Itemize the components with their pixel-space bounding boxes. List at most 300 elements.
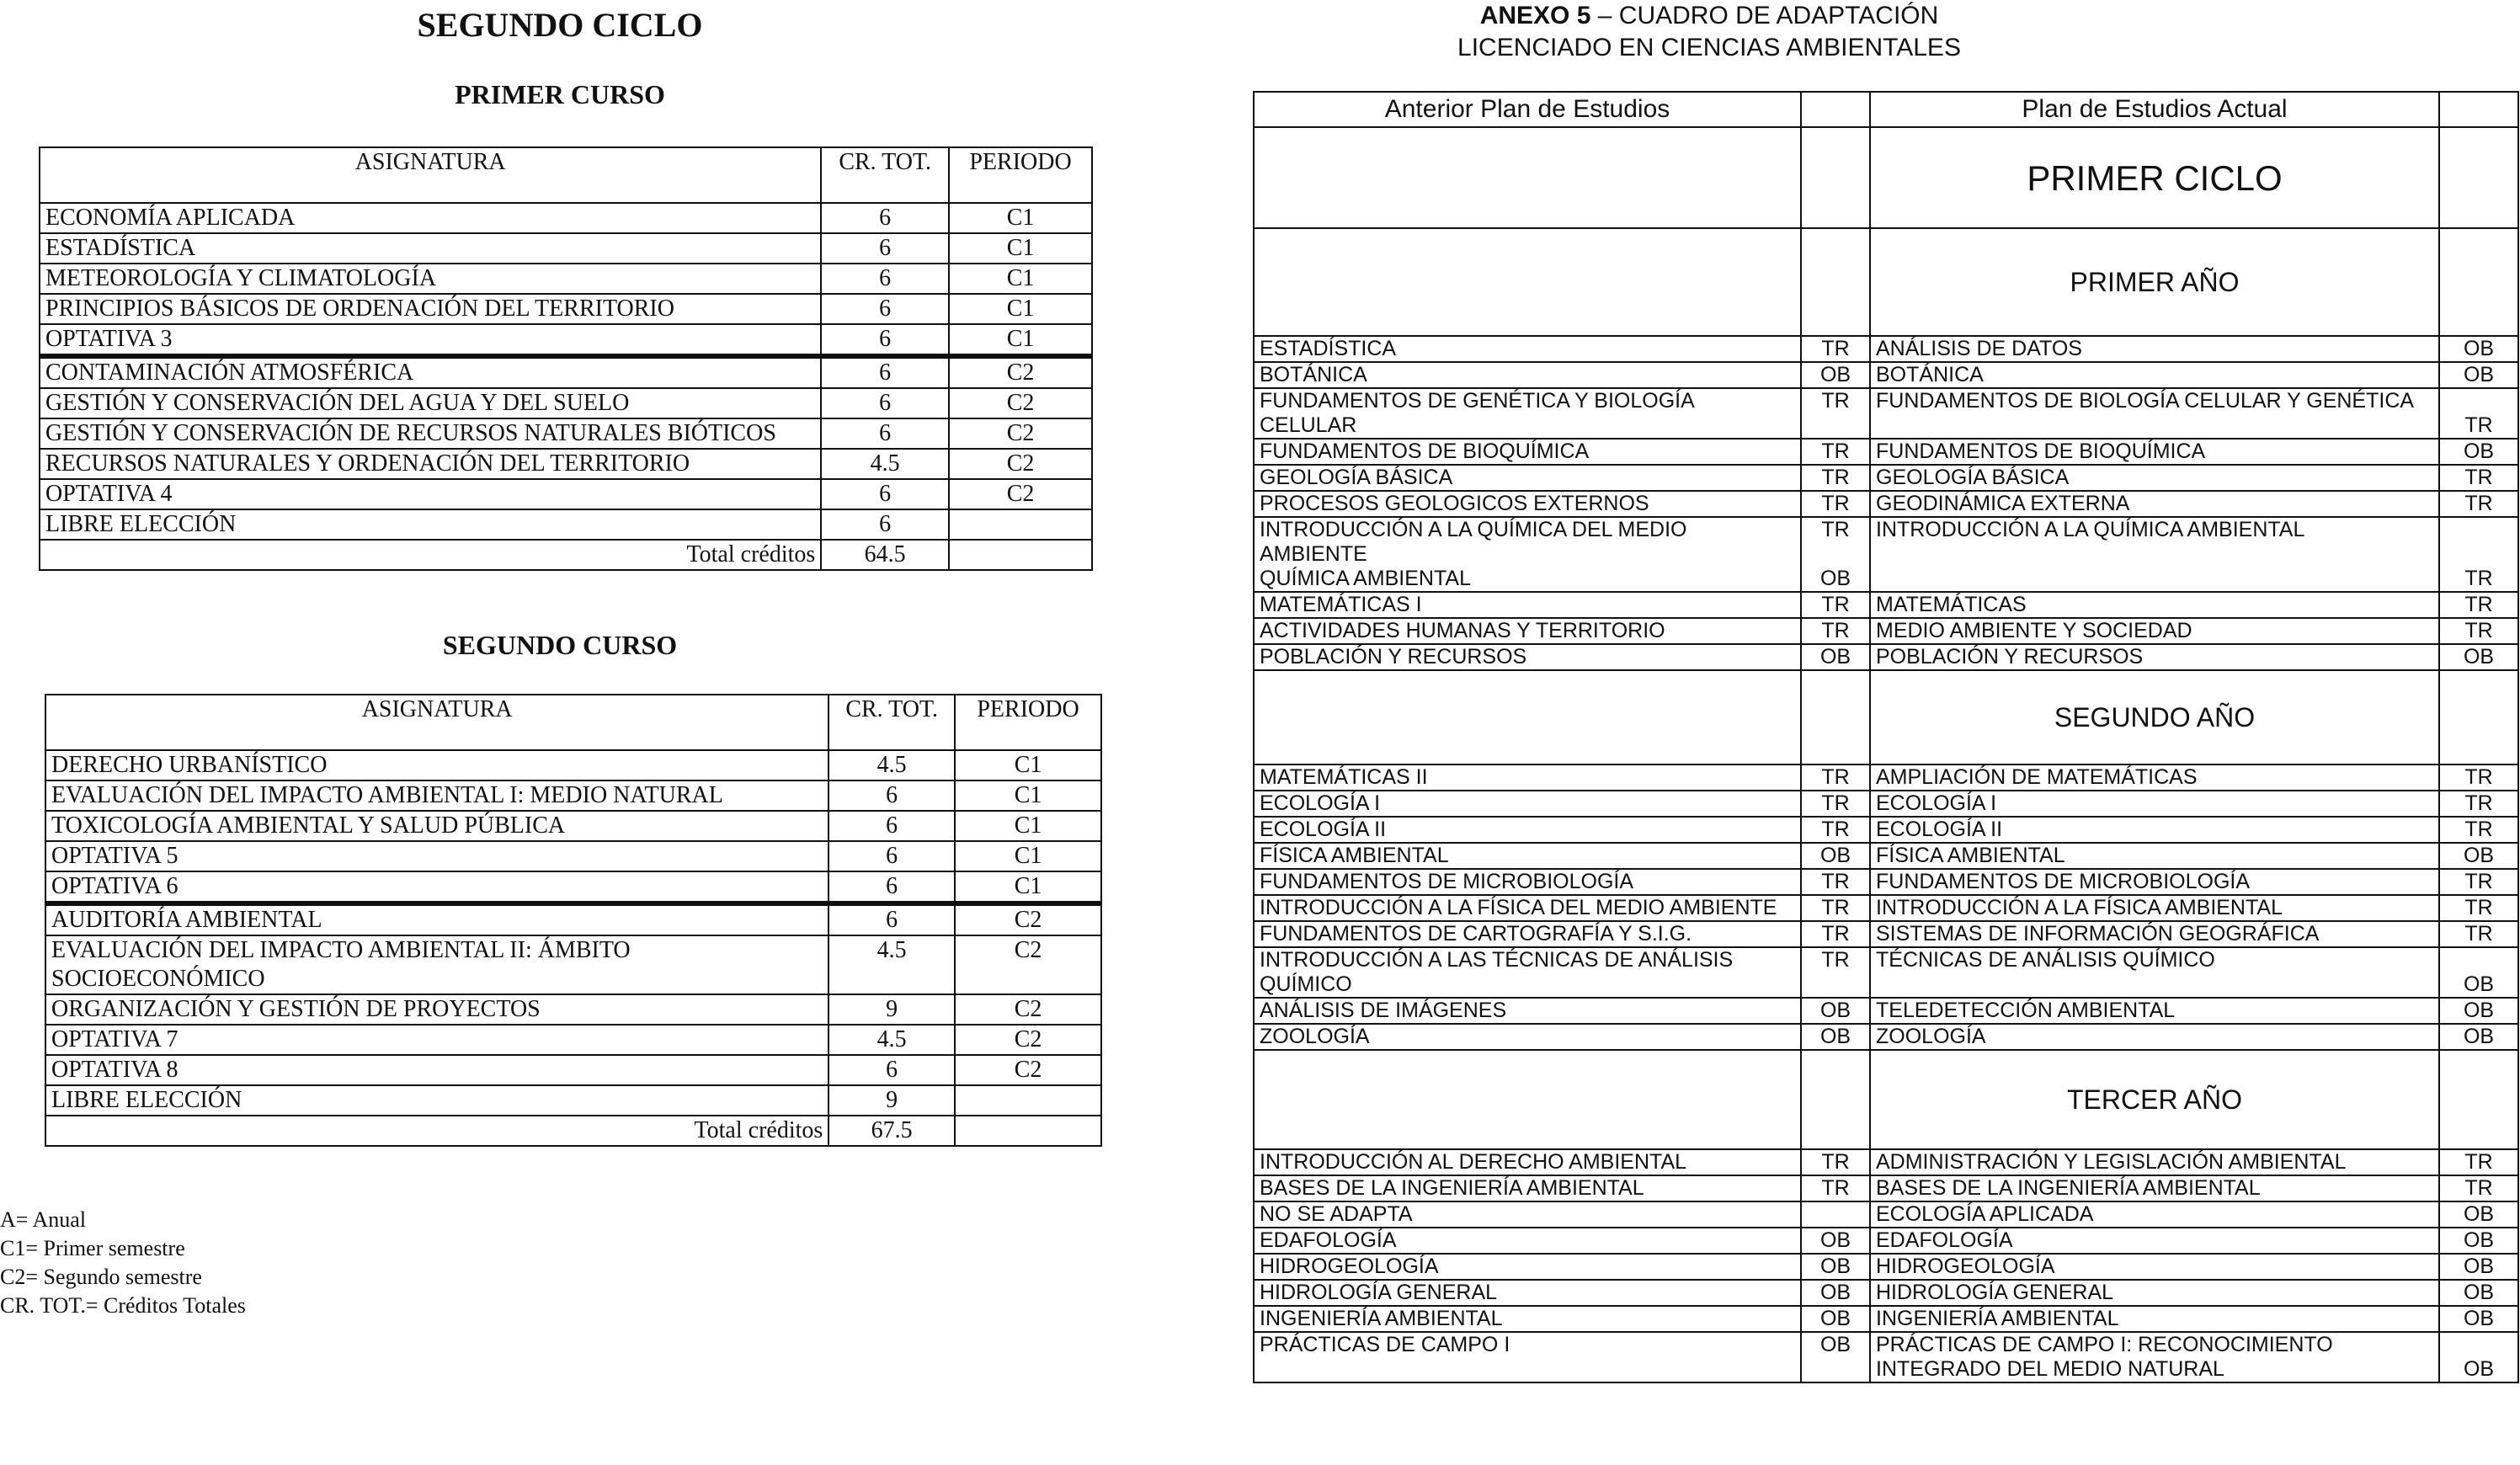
new-type-cell: OB (2439, 362, 2518, 388)
old-type: TR (1821, 791, 1850, 815)
adaptation-row (1254, 592, 2518, 618)
new-subject-cell: TÉCNICAS DE ANÁLISIS QUÍMICO (1870, 947, 2439, 998)
period-cell: C1 (955, 811, 1101, 841)
course-heading-2: SEGUNDO CURSO (442, 630, 678, 660)
old-subject: FUNDAMENTOS DE GENÉTICA Y BIOLOGÍA CELULAR (1260, 389, 1694, 437)
table-row (45, 935, 1101, 994)
old-subject: HIDROGEOLOGÍA (1260, 1255, 1439, 1278)
table-row (40, 509, 1092, 540)
period-cell: C2 (949, 418, 1092, 449)
legend-item: C1= Primer semestre (0, 1236, 185, 1260)
credits-cell: 4.5 (828, 1025, 955, 1055)
legend-item: CR. TOT.= Créditos Totales (0, 1293, 246, 1318)
old-subject: ECOLOGÍA II (1260, 818, 1387, 841)
new-subject-cell: FUNDAMENTOS DE BIOLOGÍA CELULAR Y GENÉTICA (1870, 388, 2439, 439)
old-subject-cell (1254, 1175, 1801, 1201)
old-subject: FUNDAMENTOS DE CARTOGRAFÍA Y S.I.G. (1260, 922, 1692, 946)
subject-cell: PRINCIPIOS BÁSICOS DE ORDENACIÓN DEL TERRITORIO (40, 294, 821, 324)
period-cell: C1 (949, 294, 1092, 324)
credits-cell: 6 (821, 509, 949, 540)
table-row (40, 324, 1092, 356)
old-type: OB (1819, 1228, 1851, 1252)
old-subject: INGENIERÍA AMBIENTAL (1260, 1307, 1503, 1330)
old-type-cell (1801, 362, 1870, 388)
new-type-cell: OB (2439, 439, 2518, 465)
old-subject-cell (1254, 791, 1801, 817)
old-type-cell (1801, 1149, 1870, 1175)
period-cell: C2 (955, 903, 1101, 935)
empty-cell (2439, 228, 2518, 336)
old-subject-cell (1254, 764, 1801, 791)
new-type-cell: TR (2439, 517, 2518, 592)
credits-cell: 6 (828, 811, 955, 841)
old-type: TR (1821, 818, 1850, 841)
adaptation-row (1254, 388, 2518, 439)
annex-title (1246, 0, 2172, 64)
table-row (40, 294, 1092, 324)
header-row (1254, 92, 2518, 127)
old-type-cell (1801, 764, 1870, 791)
old-type-cell (1801, 1175, 1870, 1201)
year-row (1254, 670, 2518, 764)
adaptation-row (1254, 362, 2518, 388)
old-type-header (1801, 92, 1870, 127)
credits-cell: 6 (821, 388, 949, 418)
adaptation-row (1254, 491, 2518, 517)
page-title: SEGUNDO CICLO (417, 6, 703, 44)
old-subject: BASES DE LA INGENIERÍA AMBIENTAL (1260, 1176, 1644, 1200)
old-subject: FUNDAMENTOS DE MICROBIOLOGÍA (1260, 870, 1634, 893)
credits-cell: 6 (821, 324, 949, 356)
old-subject-cell (1254, 618, 1801, 644)
old-type: OB (1819, 1307, 1851, 1330)
table-row (45, 841, 1101, 871)
period-cell: C1 (955, 780, 1101, 811)
table-row (40, 356, 1092, 388)
new-subject-cell: ECOLOGÍA I (1870, 791, 2439, 817)
adaptation-row (1254, 764, 2518, 791)
old-subject-cell (1254, 1254, 1801, 1280)
new-type-cell: OB (2439, 1332, 2518, 1382)
empty-cell (1801, 670, 1870, 764)
old-subject-cell (1254, 921, 1801, 947)
new-subject-cell: POBLACIÓN Y RECURSOS (1870, 644, 2439, 670)
adaptation-row (1254, 998, 2518, 1024)
subject-cell: OPTATIVA 4 (40, 479, 821, 509)
adaptation-row (1254, 1175, 2518, 1201)
old-subject-cell (1254, 869, 1801, 895)
adaptation-row (1254, 1228, 2518, 1254)
new-subject-cell: FÍSICA AMBIENTAL (1870, 843, 2439, 869)
old-type-cell (1801, 817, 1870, 843)
new-subject-cell: AMPLIACIÓN DE MATEMÁTICAS (1870, 764, 2439, 791)
adaptation-row (1254, 947, 2518, 998)
table-row (45, 780, 1101, 811)
subject-cell: AUDITORÍA AMBIENTAL (45, 903, 828, 935)
adaptation-row (1254, 895, 2518, 921)
new-type-cell: TR (2439, 491, 2518, 517)
subject-cell: TOXICOLOGÍA AMBIENTAL Y SALUD PÚBLICA (45, 811, 828, 841)
period-cell (949, 509, 1092, 540)
old-subject: FÍSICA AMBIENTAL (1260, 844, 1449, 867)
new-subject-cell: ADMINISTRACIÓN Y LEGISLACIÓN AMBIENTAL (1870, 1149, 2439, 1175)
old-type-cell (1801, 336, 1870, 362)
empty-cell (1801, 1050, 1870, 1149)
old-subject-cell (1254, 465, 1801, 491)
new-subject-cell: ECOLOGÍA II (1870, 817, 2439, 843)
new-type-cell: TR (2439, 592, 2518, 618)
new-plan-header: Plan de Estudios Actual (1870, 92, 2439, 127)
table-row (45, 811, 1101, 841)
new-subject-cell: ANÁLISIS DE DATOS (1870, 336, 2439, 362)
subject-cell: OPTATIVA 8 (45, 1055, 828, 1085)
subject-cell: ECONOMÍA APLICADA (40, 203, 821, 233)
old-type: TR (1821, 870, 1850, 893)
old-subject: PRÁCTICAS DE CAMPO I (1260, 1333, 1510, 1356)
old-type-cell (1801, 1306, 1870, 1332)
col-credits-header: CR. TOT. (828, 695, 955, 750)
table-row (45, 1085, 1101, 1116)
old-subject-cell (1254, 1201, 1801, 1228)
old-subject-cell (1254, 1332, 1801, 1382)
col-period-header: PERIODO (955, 695, 1101, 750)
old-type: OB (1819, 1255, 1851, 1278)
subject-cell: LIBRE ELECCIÓN (40, 509, 821, 540)
period-cell: C1 (949, 264, 1092, 294)
cycle-row (1254, 127, 2518, 228)
empty-cell (1801, 228, 1870, 336)
adaptation-row (1254, 791, 2518, 817)
period-cell: C1 (949, 324, 1092, 356)
adaptation-row (1254, 1024, 2518, 1050)
old-type-cell (1801, 388, 1870, 439)
col-subject-header: ASIGNATURA (45, 695, 828, 750)
old-type-cell (1801, 947, 1870, 998)
old-subject: INTRODUCCIÓN A LA QUÍMICA DEL MEDIO AMBIENTE (1260, 518, 1687, 566)
old-subject-cell (1254, 1228, 1801, 1254)
old-subject: GEOLOGÍA BÁSICA (1260, 466, 1453, 489)
new-type-cell: TR (2439, 921, 2518, 947)
old-type: OB (1819, 999, 1851, 1022)
old-subject-cell (1254, 1024, 1801, 1050)
old-subject: ECOLOGÍA I (1260, 791, 1381, 815)
old-type: OB (1819, 1333, 1851, 1356)
table-row (45, 903, 1101, 935)
credits-cell: 6 (828, 780, 955, 811)
old-type-cell (1801, 1280, 1870, 1306)
old-type-cell (1801, 517, 1870, 592)
adaptation-row (1254, 1201, 2518, 1228)
old-subject-cell (1254, 517, 1801, 592)
empty-cell (1254, 228, 1801, 336)
table-row (40, 418, 1092, 449)
new-type-cell: TR (2439, 1175, 2518, 1201)
empty-cell (1801, 127, 1870, 228)
old-subject-cell (1254, 362, 1801, 388)
old-type: TR (1821, 492, 1850, 515)
new-type-cell: TR (2439, 817, 2518, 843)
year-label: PRIMER AÑO (1870, 228, 2439, 336)
credits-cell: 6 (828, 903, 955, 935)
adaptation-row (1254, 517, 2518, 592)
new-subject-cell: TELEDETECCIÓN AMBIENTAL (1870, 998, 2439, 1024)
old-subject-cell (1254, 817, 1801, 843)
empty-cell (1254, 1050, 1801, 1149)
empty-cell (2439, 670, 2518, 764)
old-subject: FUNDAMENTOS DE BIOQUÍMICA (1260, 440, 1590, 463)
old-type-cell (1801, 998, 1870, 1024)
credits-cell: 9 (828, 1085, 955, 1116)
year-label: SEGUNDO AÑO (1870, 670, 2439, 764)
old-subject: QUÍMICA AMBIENTAL (1260, 567, 1471, 590)
old-type: TR (1821, 440, 1850, 463)
table-row (40, 233, 1092, 264)
credits-cell: 6 (828, 841, 955, 871)
old-subject-cell (1254, 1280, 1801, 1306)
credits-cell: 6 (821, 356, 949, 388)
old-type-cell (1801, 1228, 1870, 1254)
new-subject-cell: GEODINÁMICA EXTERNA (1870, 491, 2439, 517)
subject-cell: EVALUACIÓN DEL IMPACTO AMBIENTAL II: ÁMBITO SOCIOECONÓMICO (45, 935, 828, 994)
legend (0, 1206, 246, 1320)
period-cell: C2 (949, 479, 1092, 509)
new-type-cell: OB (2439, 644, 2518, 670)
old-subject: MATEMÁTICAS II (1260, 765, 1428, 789)
legend-item: C2= Segundo semestre (0, 1265, 202, 1289)
legend-item: A= Anual (0, 1207, 87, 1232)
old-subject: ZOOLOGÍA (1260, 1025, 1370, 1048)
new-type-cell: TR (2439, 618, 2518, 644)
period-cell: C1 (955, 841, 1101, 871)
old-subject-cell (1254, 1306, 1801, 1332)
year-label: TERCER AÑO (1870, 1050, 2439, 1149)
period-cell: C1 (955, 750, 1101, 780)
new-subject-cell: PRÁCTICAS DE CAMPO I: RECONOCIMIENTO INTEGRADO DEL MEDIO NATURAL (1870, 1332, 2439, 1382)
table-row (45, 1055, 1101, 1085)
empty-cell (1254, 127, 1801, 228)
old-subject-cell (1254, 843, 1801, 869)
annex-subtitle: LICENCIADO EN CIENCIAS AMBIENTALES (1457, 34, 1961, 61)
new-subject-cell: ECOLOGÍA APLICADA (1870, 1201, 2439, 1228)
old-type: TR (1821, 765, 1850, 789)
old-type: TR (1821, 593, 1850, 616)
credits-cell: 6 (821, 418, 949, 449)
empty-cell (2439, 1050, 2518, 1149)
subject-cell: DERECHO URBANÍSTICO (45, 750, 828, 780)
table-row (40, 479, 1092, 509)
old-subject-cell (1254, 491, 1801, 517)
old-type: TR (1821, 619, 1850, 642)
period-cell: C2 (949, 356, 1092, 388)
adaptation-row (1254, 465, 2518, 491)
empty-cell (1254, 670, 1801, 764)
old-subject: PROCESOS GEOLOGICOS EXTERNOS (1260, 492, 1649, 515)
col-subject-header: ASIGNATURA (40, 147, 821, 203)
old-subject: ANÁLISIS DE IMÁGENES (1260, 999, 1507, 1022)
new-type-cell: OB (2439, 1280, 2518, 1306)
credits-cell: 6 (828, 1055, 955, 1085)
old-subject-cell (1254, 947, 1801, 998)
old-type: OB (1819, 645, 1851, 669)
year-row (1254, 1050, 2518, 1149)
period-cell: C2 (955, 1055, 1101, 1085)
subject-cell: OPTATIVA 5 (45, 841, 828, 871)
credits-cell: 6 (821, 233, 949, 264)
new-subject-cell: MATEMÁTICAS (1870, 592, 2439, 618)
old-subject-cell (1254, 439, 1801, 465)
subject-cell: ORGANIZACIÓN Y GESTIÓN DE PROYECTOS (45, 994, 828, 1025)
new-type-cell: TR (2439, 1149, 2518, 1175)
old-type: TR (1821, 922, 1850, 946)
old-type-cell (1801, 618, 1870, 644)
credits-cell: 4.5 (828, 750, 955, 780)
new-type-cell: OB (2439, 998, 2518, 1024)
new-type-cell: TR (2439, 764, 2518, 791)
table-row (45, 750, 1101, 780)
old-subject: POBLACIÓN Y RECURSOS (1260, 645, 1527, 669)
period-cell (955, 1085, 1101, 1116)
old-type-cell (1801, 843, 1870, 869)
new-subject-cell: BOTÁNICA (1870, 362, 2439, 388)
new-subject-cell: SISTEMAS DE INFORMACIÓN GEOGRÁFICA (1870, 921, 2439, 947)
old-type: TR (1821, 1176, 1850, 1200)
credits-cell: 6 (821, 264, 949, 294)
old-type: OB (1819, 1281, 1851, 1304)
old-subject: ACTIVIDADES HUMANAS Y TERRITORIO (1260, 619, 1665, 642)
period-cell: C1 (949, 203, 1092, 233)
new-type-cell: OB (2439, 1024, 2518, 1050)
old-subject: EDAFOLOGÍA (1260, 1228, 1397, 1252)
new-subject-cell: FUNDAMENTOS DE MICROBIOLOGÍA (1870, 869, 2439, 895)
new-subject-cell: INGENIERÍA AMBIENTAL (1870, 1306, 2439, 1332)
credits-cell: 6 (821, 203, 949, 233)
old-subject-cell (1254, 1149, 1801, 1175)
old-subject: ESTADÍSTICA (1260, 337, 1397, 360)
new-subject-cell: EDAFOLOGÍA (1870, 1228, 2439, 1254)
old-subject: INTRODUCCIÓN AL DERECHO AMBIENTAL (1260, 1150, 1687, 1174)
table-row (40, 203, 1092, 233)
annex-label: ANEXO 5 (1479, 2, 1591, 29)
new-type-cell: TR (2439, 895, 2518, 921)
new-subject-cell: INTRODUCCIÓN A LA FÍSICA AMBIENTAL (1870, 895, 2439, 921)
adaptation-row (1254, 1306, 2518, 1332)
old-type-cell (1801, 439, 1870, 465)
old-subject-cell (1254, 336, 1801, 362)
subject-cell: OPTATIVA 7 (45, 1025, 828, 1055)
credits-cell: 6 (821, 479, 949, 509)
subject-cell: OPTATIVA 3 (40, 324, 821, 356)
subject-cell: GESTIÓN Y CONSERVACIÓN DE RECURSOS NATURALES BIÓTICOS (40, 418, 821, 449)
total-value: 67.5 (828, 1116, 955, 1146)
adaptation-row (1254, 644, 2518, 670)
credits-cell: 4.5 (821, 449, 949, 479)
old-subject-cell (1254, 388, 1801, 439)
new-type-cell: OB (2439, 1201, 2518, 1228)
new-type-cell: OB (2439, 1306, 2518, 1332)
old-type-cell (1801, 921, 1870, 947)
old-type: TR (1821, 896, 1850, 919)
old-type: TR (1821, 337, 1850, 360)
old-subject: INTRODUCCIÓN A LAS TÉCNICAS DE ANÁLISIS QUÍMICO (1260, 948, 1734, 996)
total-value: 64.5 (821, 540, 949, 570)
old-type-cell (1801, 791, 1870, 817)
credits-cell: 9 (828, 994, 955, 1025)
old-type-cell (1801, 895, 1870, 921)
credits-cell: 6 (821, 294, 949, 324)
old-subject: MATEMÁTICAS I (1260, 593, 1422, 616)
old-type-cell (1801, 1024, 1870, 1050)
adaptation-row (1254, 921, 2518, 947)
left-panel (0, 0, 1120, 1465)
adaptation-row (1254, 1254, 2518, 1280)
period-cell: C2 (949, 449, 1092, 479)
old-subject-cell (1254, 592, 1801, 618)
new-type-cell: OB (2439, 843, 2518, 869)
old-type: OB (1819, 844, 1851, 867)
old-plan-header: Anterior Plan de Estudios (1254, 92, 1801, 127)
new-subject-cell: ZOOLOGÍA (1870, 1024, 2439, 1050)
table-row (40, 449, 1092, 479)
year-row (1254, 228, 2518, 336)
old-subject-cell (1254, 895, 1801, 921)
old-type: TR (1821, 948, 1850, 972)
period-cell: C2 (955, 1025, 1101, 1055)
table-row (40, 264, 1092, 294)
new-type-cell: TR (2439, 869, 2518, 895)
new-subject-cell: FUNDAMENTOS DE BIOQUÍMICA (1870, 439, 2439, 465)
period-cell: C2 (955, 935, 1101, 994)
new-type-cell: OB (2439, 947, 2518, 998)
period-cell: C2 (949, 388, 1092, 418)
old-type-cell (1801, 592, 1870, 618)
adaptation-row (1254, 817, 2518, 843)
old-subject: NO SE ADAPTA (1260, 1202, 1413, 1226)
right-panel (1246, 0, 2520, 1465)
total-row (40, 540, 1092, 570)
subject-cell: CONTAMINACIÓN ATMOSFÉRICA (40, 356, 821, 388)
annex-title-text: – CUADRO DE ADAPTACIÓN (1590, 2, 1939, 29)
total-label: Total créditos (40, 540, 821, 570)
old-subject-cell (1254, 644, 1801, 670)
total-row (45, 1116, 1101, 1146)
new-type-header (2439, 92, 2518, 127)
total-period-empty (955, 1116, 1101, 1146)
adaptation-row (1254, 336, 2518, 362)
subject-cell: METEOROLOGÍA Y CLIMATOLOGÍA (40, 264, 821, 294)
subject-cell: LIBRE ELECCIÓN (45, 1085, 828, 1116)
new-type-cell: TR (2439, 791, 2518, 817)
col-credits-header: CR. TOT. (821, 147, 949, 203)
new-type-cell: OB (2439, 1228, 2518, 1254)
old-subject: BOTÁNICA (1260, 363, 1367, 386)
old-subject: INTRODUCCIÓN A LA FÍSICA DEL MEDIO AMBIENTE (1260, 896, 1777, 919)
cycle-label: PRIMER CICLO (1870, 127, 2439, 228)
old-type-cell (1801, 869, 1870, 895)
old-type-cell (1801, 1254, 1870, 1280)
old-type: TR (1821, 1150, 1850, 1174)
credits-cell: 6 (828, 871, 955, 903)
new-subject-cell: MEDIO AMBIENTE Y SOCIEDAD (1870, 618, 2439, 644)
new-subject-cell: HIDROGEOLOGÍA (1870, 1254, 2439, 1280)
adaptation-row (1254, 1149, 2518, 1175)
old-type: TR (1821, 466, 1850, 489)
table-row (40, 388, 1092, 418)
total-label: Total créditos (45, 1116, 828, 1146)
old-subject-cell (1254, 998, 1801, 1024)
subject-cell: EVALUACIÓN DEL IMPACTO AMBIENTAL I: MEDIO NATURAL (45, 780, 828, 811)
course-table-1 (39, 146, 1093, 571)
course-table-2 (45, 694, 1102, 1147)
